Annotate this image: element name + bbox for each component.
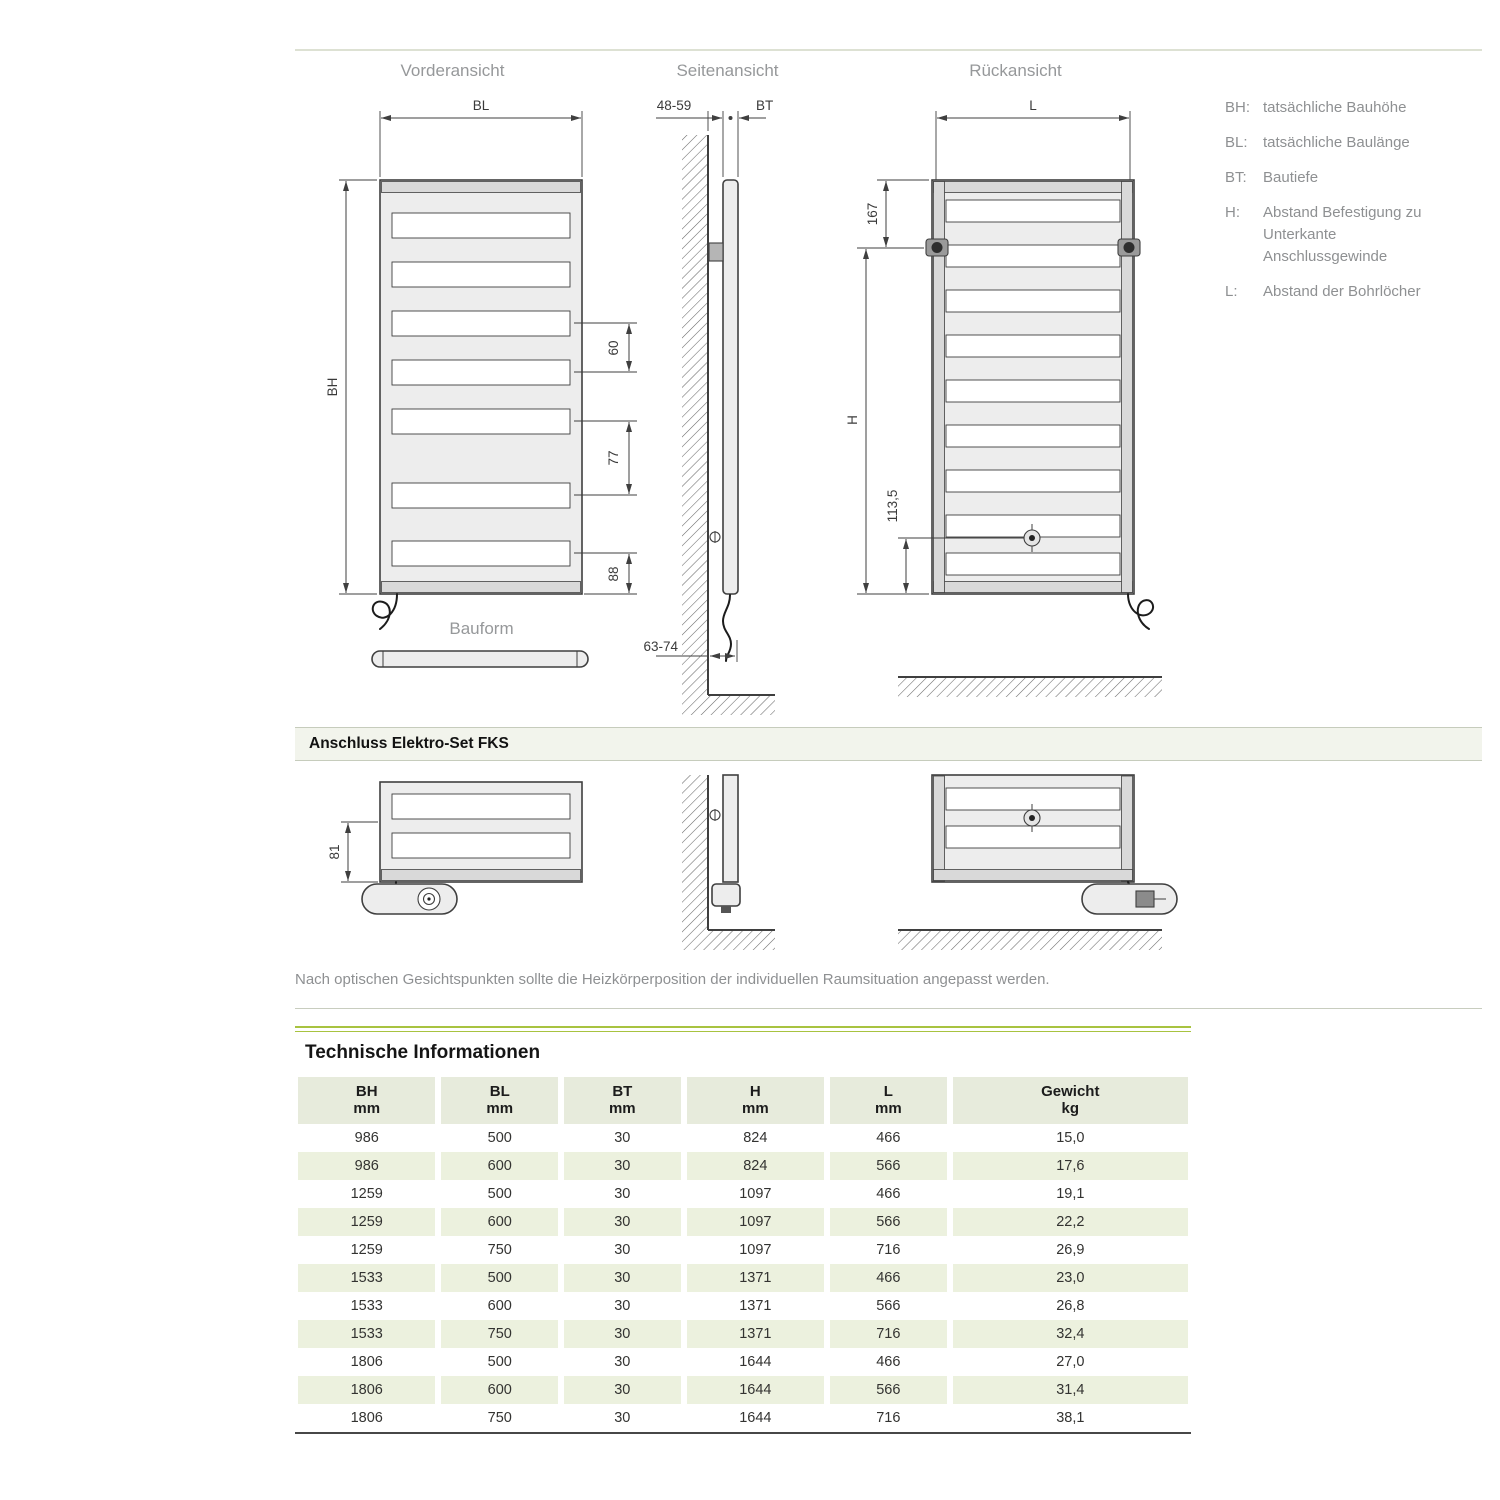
- dimension-48-59-bt: [656, 98, 773, 177]
- spec-row: [295, 1208, 1191, 1236]
- radiator-slot: [946, 380, 1120, 402]
- spec-cell: 716: [876, 1410, 901, 1426]
- spec-cell: 30: [614, 1298, 631, 1314]
- spec-row: [295, 1292, 1191, 1320]
- dim-label-bl: BL: [472, 98, 490, 113]
- spec-cell: 26,8: [1056, 1298, 1085, 1314]
- dimension-81: [327, 822, 378, 882]
- legend-key: BT:: [1225, 169, 1247, 186]
- spec-cell: 466: [827, 1264, 950, 1292]
- elektro-set-device-side: [712, 884, 740, 913]
- spec-row: [295, 1320, 1191, 1348]
- rear-view-drawing: [845, 98, 1162, 697]
- elektro-set-device-front: [362, 884, 457, 914]
- dimension-h: [845, 249, 929, 594]
- spec-cell: 1644: [684, 1376, 827, 1404]
- legend-key: BH:: [1225, 99, 1251, 116]
- spec-cell: 986: [295, 1152, 438, 1180]
- spec-cell: 30: [561, 1264, 684, 1292]
- power-cable: [723, 595, 731, 661]
- spec-cell: 600: [438, 1376, 561, 1404]
- spec-cell: 1806: [350, 1410, 383, 1426]
- dim-label-77: 77: [606, 450, 621, 466]
- spec-row: [295, 1124, 1191, 1152]
- spec-cell: 30: [561, 1376, 684, 1404]
- spec-cell: 1259: [350, 1186, 383, 1202]
- spec-cell: 30: [614, 1242, 631, 1258]
- spec-cell: 500: [487, 1354, 512, 1370]
- spec-cell: 1806: [350, 1354, 383, 1370]
- spec-cell: 15,0: [1056, 1130, 1085, 1146]
- dimension-167: [857, 180, 929, 248]
- elektro-section-header: [295, 727, 1482, 761]
- spec-row: [295, 1404, 1191, 1433]
- elektro-rear-drawing: [898, 775, 1177, 950]
- spec-cell: 30: [614, 1130, 631, 1146]
- dimension-bl: [380, 98, 582, 177]
- spec-cell: 500: [487, 1186, 512, 1202]
- spec-cell: 566: [876, 1298, 901, 1314]
- section-divider: [295, 1008, 1482, 1009]
- radiator-slot: [392, 360, 570, 385]
- legend-key: H:: [1225, 204, 1240, 221]
- elektro-set-device-rear: [1082, 884, 1177, 914]
- radiator-slot: [392, 483, 570, 508]
- spec-row: [295, 1152, 1191, 1180]
- spec-cell: 566: [827, 1152, 950, 1180]
- radiator-front-body: [380, 180, 582, 594]
- spec-cell: 566: [827, 1376, 950, 1404]
- wall-hatching: [682, 135, 708, 715]
- dim-label-bh: BH: [325, 377, 340, 397]
- spec-cell: 17,6: [950, 1152, 1191, 1180]
- spec-cell: 1533: [350, 1298, 383, 1314]
- side-view-drawing: [643, 98, 775, 715]
- radiator-slot: [392, 213, 570, 238]
- spec-cell: 1371: [684, 1320, 827, 1348]
- spec-cell: 30: [614, 1354, 631, 1370]
- spec-cell: 1533: [295, 1320, 438, 1348]
- spec-cell: 466: [876, 1186, 901, 1202]
- spec-cell: 23,0: [950, 1264, 1191, 1292]
- spec-cell: 31,4: [950, 1376, 1191, 1404]
- dim-label-81: 81: [327, 844, 342, 860]
- radiator-slot: [946, 553, 1120, 575]
- side-view-title: Seitenansicht: [676, 61, 779, 80]
- elektro-side-drawing: [682, 775, 775, 950]
- dim-label-167: 167: [865, 202, 880, 226]
- dim-label-63-74: 63-74: [643, 639, 678, 654]
- spec-row: [295, 1264, 1191, 1292]
- column-header-h: H mm: [684, 1077, 827, 1124]
- mounting-bracket-right: [1118, 239, 1140, 256]
- elektro-section-title: Anschluss Elektro-Set FKS: [309, 735, 509, 752]
- legend-key: BL:: [1225, 134, 1248, 151]
- spec-cell: 600: [487, 1298, 512, 1314]
- legend-text: Abstand der Bohrlöcher: [1263, 283, 1421, 300]
- spec-cell: 824: [684, 1152, 827, 1180]
- floor-hatching: [708, 931, 775, 950]
- dim-label-48-59: 48-59: [656, 98, 692, 113]
- green-divider-thick: [295, 1026, 1191, 1028]
- spec-cell: 30: [561, 1320, 684, 1348]
- radiator-slot: [392, 409, 570, 434]
- column-header-gewicht: Gewicht kg: [950, 1077, 1191, 1124]
- radiator-slot: [392, 262, 570, 287]
- front-view-title: Vorderansicht: [400, 61, 505, 80]
- floor-hatching: [708, 696, 775, 715]
- column-header-l: L mm: [827, 1077, 950, 1124]
- dimension-bh: [325, 180, 377, 594]
- legend-text: Abstand Befestigung zu Unterkante Anschlussgewinde: [1263, 204, 1422, 265]
- wall-bracket: [709, 243, 723, 261]
- spec-cell: 466: [876, 1130, 901, 1146]
- note-text: Nach optischen Gesichtspunkten sollte die Heizkörperposition der individuellen Raumsituation angepasst werden.: [295, 971, 1050, 988]
- radiator-slot: [946, 290, 1120, 312]
- legend-item: [1225, 167, 1457, 189]
- dim-label-60: 60: [606, 340, 621, 356]
- spec-cell: 566: [827, 1208, 950, 1236]
- table-title: Technische Informationen: [305, 1042, 541, 1063]
- spec-cell: 824: [743, 1130, 768, 1146]
- floor-hatching: [898, 678, 1162, 697]
- dimension-88: [574, 553, 637, 594]
- spec-cell: 1644: [739, 1354, 772, 1370]
- spec-cell: 30: [561, 1208, 684, 1236]
- spec-cell: 1533: [295, 1264, 438, 1292]
- spec-cell: 1806: [295, 1376, 438, 1404]
- radiator-slot: [392, 311, 570, 336]
- table-body: [295, 1124, 1191, 1433]
- top-divider: [295, 49, 1482, 51]
- mounting-bracket-left: [926, 239, 948, 256]
- spec-cell: 30: [561, 1152, 684, 1180]
- spec-cell: 750: [487, 1410, 512, 1426]
- rear-view-title: Rückansicht: [969, 61, 1062, 80]
- spec-cell: 600: [438, 1152, 561, 1180]
- dim-label-l: L: [1029, 98, 1037, 113]
- bauform-drawing: [372, 651, 588, 667]
- column-header-bh: BH mm: [295, 1077, 438, 1124]
- dimension-77: [574, 421, 637, 495]
- spec-cell: 600: [438, 1208, 561, 1236]
- spec-cell: 500: [487, 1130, 512, 1146]
- dimension-60: [574, 323, 637, 372]
- radiator-slot: [392, 541, 570, 566]
- radiator-slot: [946, 425, 1120, 447]
- spec-cell: 1371: [684, 1264, 827, 1292]
- spec-cell: 1371: [739, 1298, 772, 1314]
- spec-cell: 32,4: [950, 1320, 1191, 1348]
- power-cable: [1128, 594, 1153, 629]
- spec-cell: 1644: [739, 1410, 772, 1426]
- spec-table: [295, 1077, 1191, 1434]
- floor-hatching: [898, 931, 1162, 950]
- bauform-title: Bauform: [449, 619, 514, 638]
- wall-hatching: [682, 775, 708, 950]
- dim-label-88: 88: [606, 566, 621, 582]
- legend: [1225, 97, 1457, 316]
- dim-label-h: H: [845, 415, 860, 425]
- spec-cell: 466: [876, 1354, 901, 1370]
- legend-text: tatsächliche Bauhöhe: [1263, 99, 1407, 116]
- dim-label-bt: BT: [756, 98, 774, 113]
- legend-item: [1225, 202, 1457, 268]
- spec-cell: 986: [354, 1130, 379, 1146]
- legend-text: Bautiefe: [1263, 169, 1319, 186]
- legend-text: tatsächliche Baulänge: [1263, 134, 1410, 151]
- spec-cell: 716: [827, 1320, 950, 1348]
- spec-cell: 1097: [739, 1242, 772, 1258]
- legend-key: L:: [1225, 283, 1238, 300]
- radiator-side-profile: [723, 180, 738, 594]
- spec-cell: 19,1: [1056, 1186, 1085, 1202]
- elektro-front-drawing: [327, 782, 582, 914]
- spec-cell: 27,0: [1056, 1354, 1085, 1370]
- front-view-drawing: [325, 98, 637, 629]
- spec-cell: 1097: [739, 1186, 772, 1202]
- spec-cell: 750: [438, 1320, 561, 1348]
- radiator-slot: [946, 200, 1120, 222]
- green-divider-thin: [295, 1031, 1191, 1032]
- radiator-slot: [946, 335, 1120, 357]
- spec-cell: 26,9: [1056, 1242, 1085, 1258]
- legend-item: [1225, 97, 1457, 119]
- legend-item: [1225, 132, 1457, 154]
- column-header-bl: BL mm: [438, 1077, 561, 1124]
- column-header-bt: BT mm: [561, 1077, 684, 1124]
- spec-row: [295, 1236, 1191, 1264]
- spec-cell: 22,2: [950, 1208, 1191, 1236]
- spec-row: [295, 1376, 1191, 1404]
- spec-cell: 716: [876, 1242, 901, 1258]
- spec-cell: 30: [614, 1186, 631, 1202]
- spec-cell: 500: [438, 1264, 561, 1292]
- table-header-row: [295, 1077, 1191, 1124]
- spec-cell: 30: [614, 1410, 631, 1426]
- technical-info-section: [295, 1026, 1191, 1434]
- radiator-slot: [946, 470, 1120, 492]
- spec-cell: 1259: [295, 1208, 438, 1236]
- legend-item: [1225, 281, 1457, 303]
- spec-cell: 1097: [684, 1208, 827, 1236]
- spec-row: [295, 1348, 1191, 1376]
- radiator-slot: [946, 245, 1120, 267]
- spec-cell: 750: [487, 1242, 512, 1258]
- power-cable: [373, 594, 397, 629]
- spec-cell: 1259: [350, 1242, 383, 1258]
- spec-cell: 38,1: [1056, 1410, 1085, 1426]
- spec-row: [295, 1180, 1191, 1208]
- dim-label-113-5: 113,5: [885, 489, 900, 523]
